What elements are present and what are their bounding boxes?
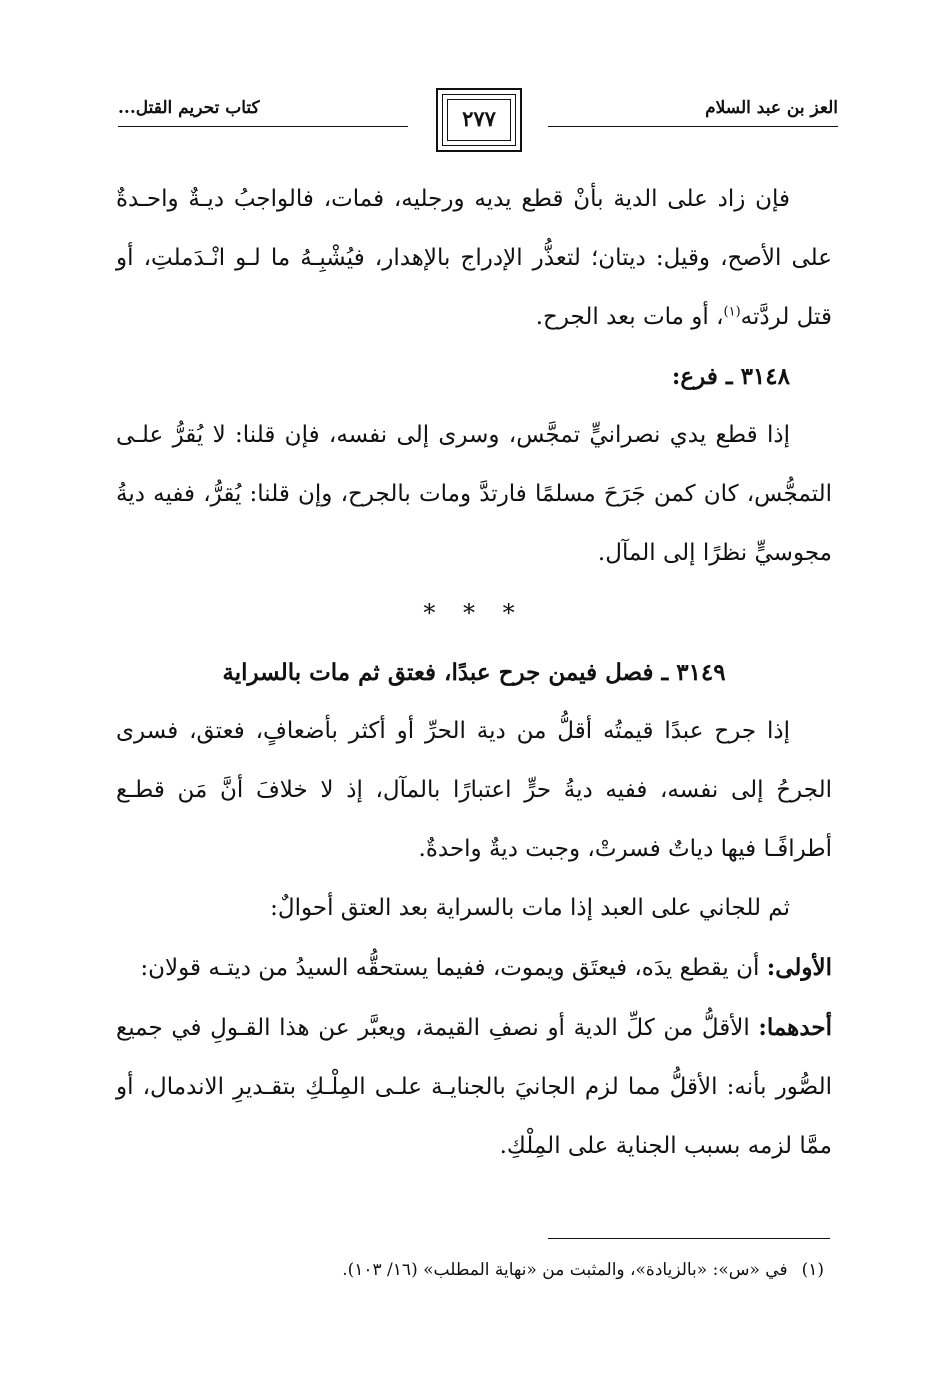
- footnote: [114, 1254, 824, 1286]
- running-header: [118, 88, 838, 160]
- paragraph-5: [116, 938, 832, 998]
- footnote-separator: [548, 1238, 830, 1239]
- paragraph-1: [116, 170, 832, 347]
- footnote-reference[interactable]: (١): [723, 304, 741, 320]
- main-text: [116, 170, 832, 1176]
- footnote-text: في «س»: «بالزيادة»، والمثبت من «نهاية المطلب» (١٦/ ١٠٣).: [342, 1260, 788, 1280]
- paragraph-5-text: أن يقطع يدَه، فيعتَق ويموت، ففيما يستحقُّه السيدُ من ديتـه قولان:: [140, 955, 760, 981]
- header-rule-left: [118, 126, 408, 127]
- paragraph-1-end: ، أو مات بعد الجرح.: [535, 304, 724, 330]
- header-author: العز بن عبد السلام: [705, 98, 838, 118]
- paragraph-5-lead: الأولى:: [766, 954, 832, 981]
- paragraph-3: إذا جرح عبدًا قيمتُه أقلُّ من دية الحرِّ أو أكثر بأضعافٍ، فعتق، فسرى الجرحُ إلى نفسه، ففيه ديةُ حرٍّ اعتبارًا بالمآل، إذ لا خلافَ أنَّ مَن قطـع أطرافًـا فيها دياتٌ فسرتْ، وجبت ديةٌ واحدةٌ.: [116, 718, 832, 862]
- paragraph-1-text: فإن زاد على الدية بأنْ قطع يديه ورجليه، فمات، فالواجبُ ديـةٌ واحـدةٌ على الأصح، وقيل: ديتان؛ لتعذُّر الإدراج بالإهدار، فيُشْبِـهُ ما لـو انْـدَملتِ، أو قتل لردَّته: [116, 186, 832, 330]
- paragraph-6-lead: أحدهما:: [758, 1014, 832, 1041]
- header-rule-right: [548, 126, 838, 127]
- page-number: ٢٧٧: [462, 106, 496, 131]
- paragraph-4: ثم للجاني على العبد إذا مات بالسراية بعد العتق أحوالٌ:: [270, 895, 790, 921]
- paragraph-6: [116, 998, 832, 1176]
- section-divider-stars: * * *: [423, 599, 525, 627]
- paragraph-2: إذا قطع يدي نصرانيٍّ تمجَّس، وسرى إلى نفسه، فإن قلنا: لا يُقرُّ علـى التمجُّس، كان كمن جَرَحَ مسلمًا فارتدَّ ومات بالجرح، وإن قلنا: يُقرُّ، ففيه ديةُ مجوسيٍّ نظرًا إلى المآل.: [116, 422, 832, 566]
- section-heading-3149: ٣١٤٩ ـ فصل فيمن جرح عبدًا، فعتق ثم مات بالسراية: [222, 659, 726, 686]
- page-number-frame: [436, 88, 522, 152]
- paragraph-6-text: الأقلُّ من كلِّ الدية أو نصفِ القيمة، ويعبَّر عن هذا القـولِ في جميع الصُّور بأنه: الأقلُّ مما لزم الجانيَ بالجنايـة علـى المِلْـكِ بتقـديرِ الاندمال، أو ممَّا لزمه بسبب الجناية على المِلْكِ.: [116, 1015, 832, 1159]
- footnote-mark: (١): [801, 1260, 824, 1280]
- header-book-title: كتاب تحريم القتل...: [118, 98, 260, 118]
- section-heading-3148: ٣١٤٨ ـ فرع:: [671, 363, 790, 390]
